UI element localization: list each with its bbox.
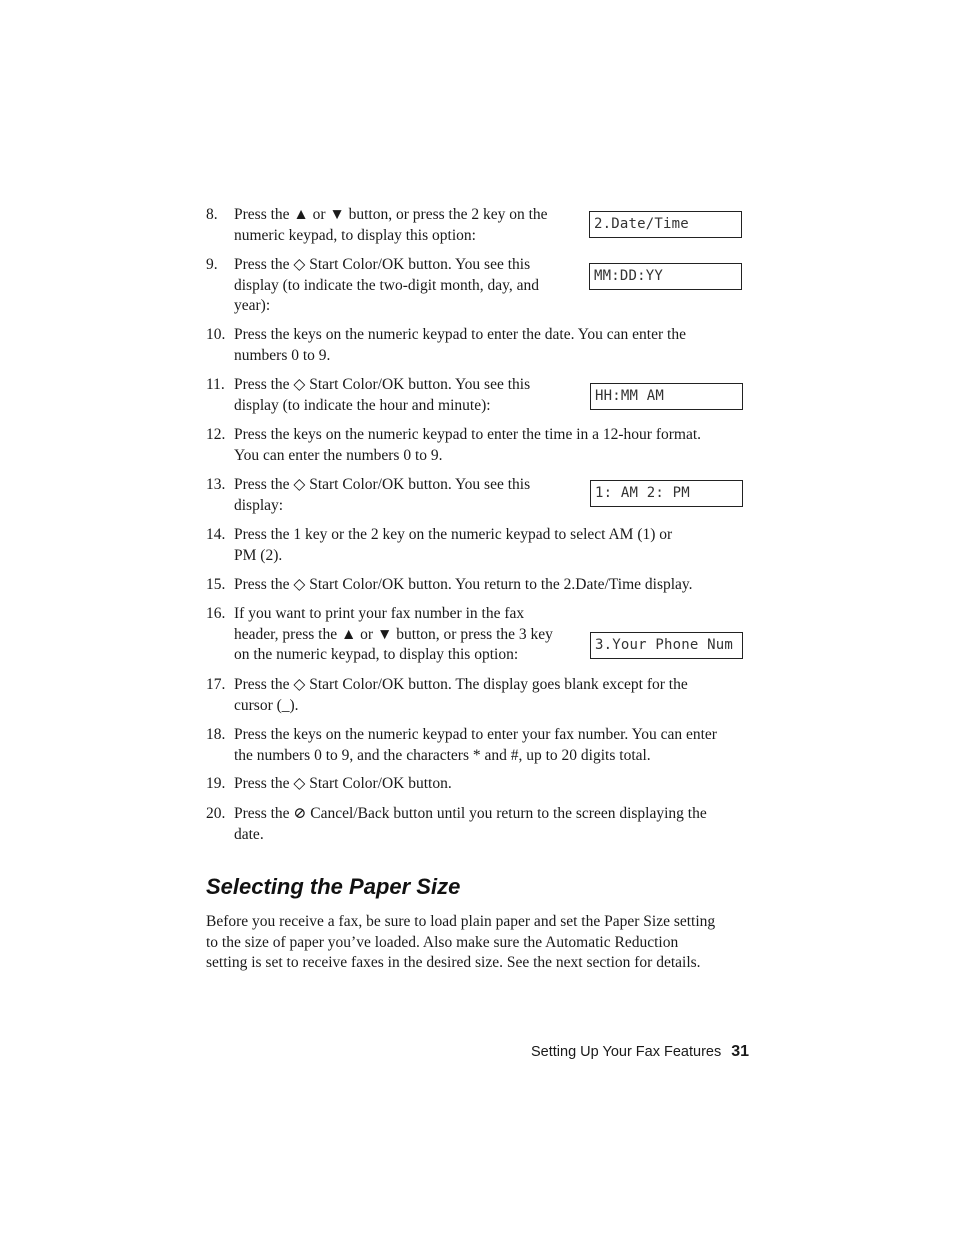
page-number: 31 — [731, 1043, 750, 1060]
step-line: Press the ◇ Start Color/OK button. You see this — [234, 256, 531, 273]
step-line: numeric keypad, to display this option: — [234, 226, 476, 244]
step-line: Press the ◇ Start Color/OK button. You see this — [234, 376, 531, 393]
lcd-display-your-phone-num: 3.Your Phone Num — [590, 632, 743, 659]
paragraph-line: to the size of paper you’ve loaded. Also make sure the Automatic Reduction — [206, 933, 679, 951]
step-line: Press the ⊘ Cancel/Back button until you return to the screen displaying the — [234, 805, 707, 822]
step-line: display (to indicate the two-digit month, day, and — [234, 276, 540, 294]
step-line: the numbers 0 to 9, and the characters * and #, up to 20 digits total. — [234, 746, 651, 764]
step-number: 15. — [206, 576, 226, 593]
footer-chapter-title: Setting Up Your Fax Features — [531, 1044, 722, 1060]
step-number: 9. — [206, 256, 218, 273]
step-number: 19. — [206, 775, 226, 792]
step-number: 12. — [206, 426, 226, 443]
section-heading: Selecting the Paper Size — [206, 874, 461, 899]
step-line: year): — [234, 297, 271, 314]
step-number: 18. — [206, 726, 226, 743]
paragraph-line: Before you receive a fax, be sure to load plain paper and set the Paper Size setting — [206, 913, 716, 930]
section-intro-paragraph — [206, 912, 751, 974]
step-line: Press the 1 key or the 2 key on the numeric keypad to select AM (1) or — [234, 526, 673, 543]
step-line: display: — [234, 496, 284, 514]
step-line: If you want to print your fax number in the fax — [234, 605, 525, 622]
step-line: display (to indicate the hour and minute): — [234, 396, 491, 414]
step-number: 11. — [206, 376, 225, 393]
step-line: on the numeric keypad, to display this option: — [234, 646, 519, 663]
page-footer — [531, 1042, 781, 1062]
step-line: Press the keys on the numeric keypad to enter your fax number. You can enter — [234, 726, 717, 743]
step-line: Press the ▲ or ▼ button, or press the 2 key on the — [234, 206, 548, 223]
step-line: header, press the ▲ or ▼ button, or press the 3 key — [234, 625, 553, 643]
step-number: 20. — [206, 805, 226, 822]
step-line: PM (2). — [234, 546, 283, 564]
step-line: Press the ◇ Start Color/OK button. You return to the 2.Date/Time display. — [234, 576, 693, 593]
paragraph-line: setting is set to receive faxes in the desired size. See the next section for details. — [206, 954, 701, 971]
step-number: 17. — [206, 676, 226, 693]
step-line: Press the keys on the numeric keypad to enter the time in a 12-hour format. — [234, 426, 702, 443]
step-number: 10. — [206, 326, 226, 343]
step-number: 13. — [206, 476, 226, 493]
lcd-display-date-time: 2.Date/Time — [589, 211, 742, 238]
step-line: Press the ◇ Start Color/OK button. You see this — [234, 476, 531, 493]
step-line: date. — [234, 825, 264, 843]
lcd-display-am-pm: 1: AM 2: PM — [590, 480, 743, 507]
lcd-display-mmddyy: MM:DD:YY — [589, 263, 742, 290]
step-line: Press the ◇ Start Color/OK button. The display goes blank except for the — [234, 676, 688, 693]
lcd-display-hhmm: HH:MM AM — [590, 383, 743, 410]
step-line: Press the keys on the numeric keypad to enter the date. You can enter the — [234, 326, 686, 343]
step-line: You can enter the numbers 0 to 9. — [234, 446, 443, 464]
step-line: numbers 0 to 9. — [234, 346, 331, 364]
step-line: cursor (_). — [234, 696, 299, 714]
step-line: Press the ◇ Start Color/OK button. — [234, 775, 452, 792]
step-number: 14. — [206, 526, 226, 543]
step-number: 16. — [206, 605, 226, 622]
step-number: 8. — [206, 206, 218, 223]
